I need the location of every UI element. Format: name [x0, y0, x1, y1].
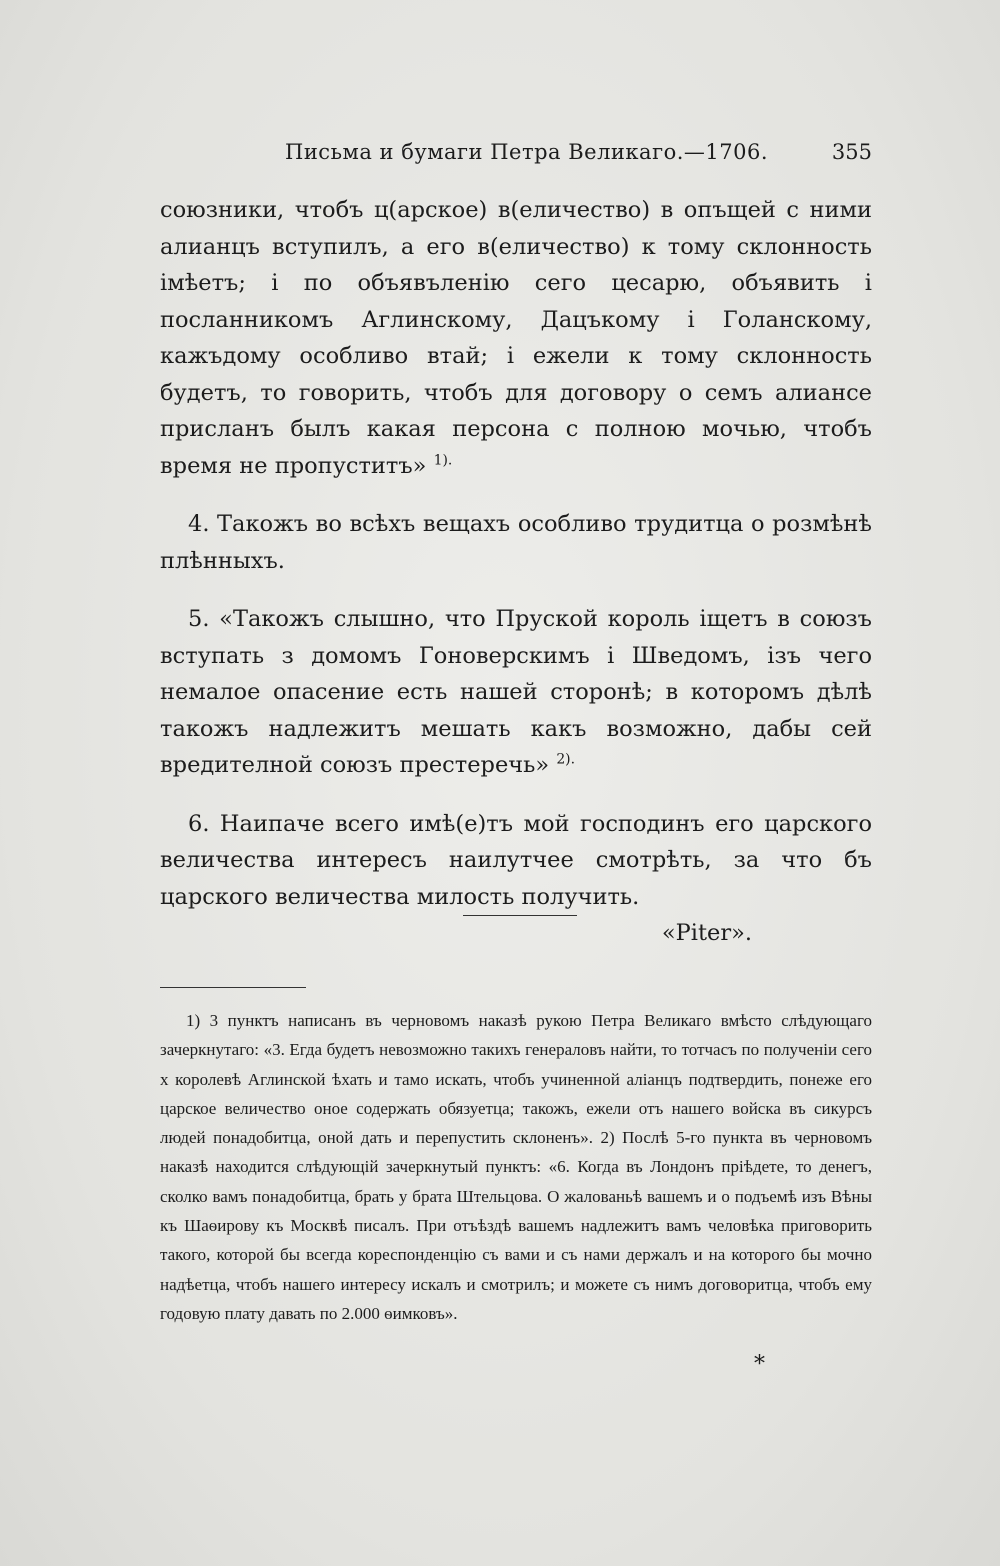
footnotes: 1) 3 пунктъ написанъ въ черновомъ наказѣ рукою Петра Великаго вмѣсто слѣдующаго зачеркнутаго: «3. Егда будетъ невозможно такихъ генераловъ найти, то тотчасъ по полученіи сего х королевѣ Аглинской ѣхать и тамо искать, чтобъ учиненной аліанцъ подтвердить, понеже его царское величество оное содержать обязуетца; такожъ, ежели отъ нашего войска въ сикурсъ людей понадобитца, оной дать и перепустить склоненъ». 2) Послѣ 5-го пункта въ черновомъ наказѣ находится слѣдующій зачеркнутый пунктъ: «6. Когда въ Лондонъ пріѣдете, то денегъ, сколко вамъ понадобитца, брать у брата Штельцова. О жалованьѣ вашемъ и о подъемѣ изъ Вѣны къ Шаѳирову къ Москвѣ писалъ. При отъѣздѣ вашемъ надлежитъ вамъ человѣка приговорить такого, которой бы всегда кореспонденцію съ вами и съ нами держалъ и на которого бы мочно надѣетца, чтобъ нашего интересу искалъ и смотрилъ; и можете съ нимъ договоритца, чтобъ ему годовую плату давать по 2.000 ѳимковъ». [160, 1011, 872, 1323]
running-title: Письма и бумаги Петра Великаго.—1706. [285, 140, 769, 164]
main-text [160, 192, 872, 952]
paragraph-item-4 [160, 506, 872, 579]
paragraph-text: 4. Такожъ во всѣхъ вещахъ особливо трудитца о розмѣнѣ плѣнныхъ. [160, 511, 872, 574]
paragraph-item-5 [160, 601, 872, 784]
running-header [160, 140, 872, 174]
footnote-ref: 1). [433, 452, 453, 468]
footnote-divider [160, 987, 306, 988]
page-number: 355 [831, 140, 872, 164]
paragraph-text: союзники, чтобъ ц(арское) в(еличество) в опъщей с ними алианцъ вступилъ, а его в(еличество) к тому склонность імѣетъ; і по объявъленію сего цесарю, объявить і посланникомъ Аглинскому, Дацъкому і Голанскому, кажъдому особливо втай; і ежели к тому склонность будетъ, то говорить, чтобъ для договору о семъ алиансе присланъ былъ какая персона с полною мочью, чтобъ время не пропуститъ» [160, 197, 872, 479]
paragraph-continuation [160, 192, 872, 484]
paragraph-text: 6. Наипаче всего имѣ(е)тъ мой господинъ его царского величества интересъ наилутчее смотрѣть, за что бъ царского величества милость получить. [160, 810, 872, 910]
paragraph-item-6 [160, 806, 872, 916]
signature: «Piter». [661, 920, 752, 946]
footnote-ref: 2). [556, 751, 576, 768]
paragraph-text: 5. «Такожъ слышно, что Пруской король іщетъ в союзъ вступать з домомъ Гоноверскимъ і Шведомъ, ізъ чего немалое опасение есть нашей сторонѣ; в которомъ дѣлѣ такожъ надлежитъ мешать какъ возможно, дабы сей вредителной союзъ престеречь» [160, 606, 872, 778]
end-mark: * [754, 1352, 765, 1377]
section-divider [463, 915, 577, 916]
